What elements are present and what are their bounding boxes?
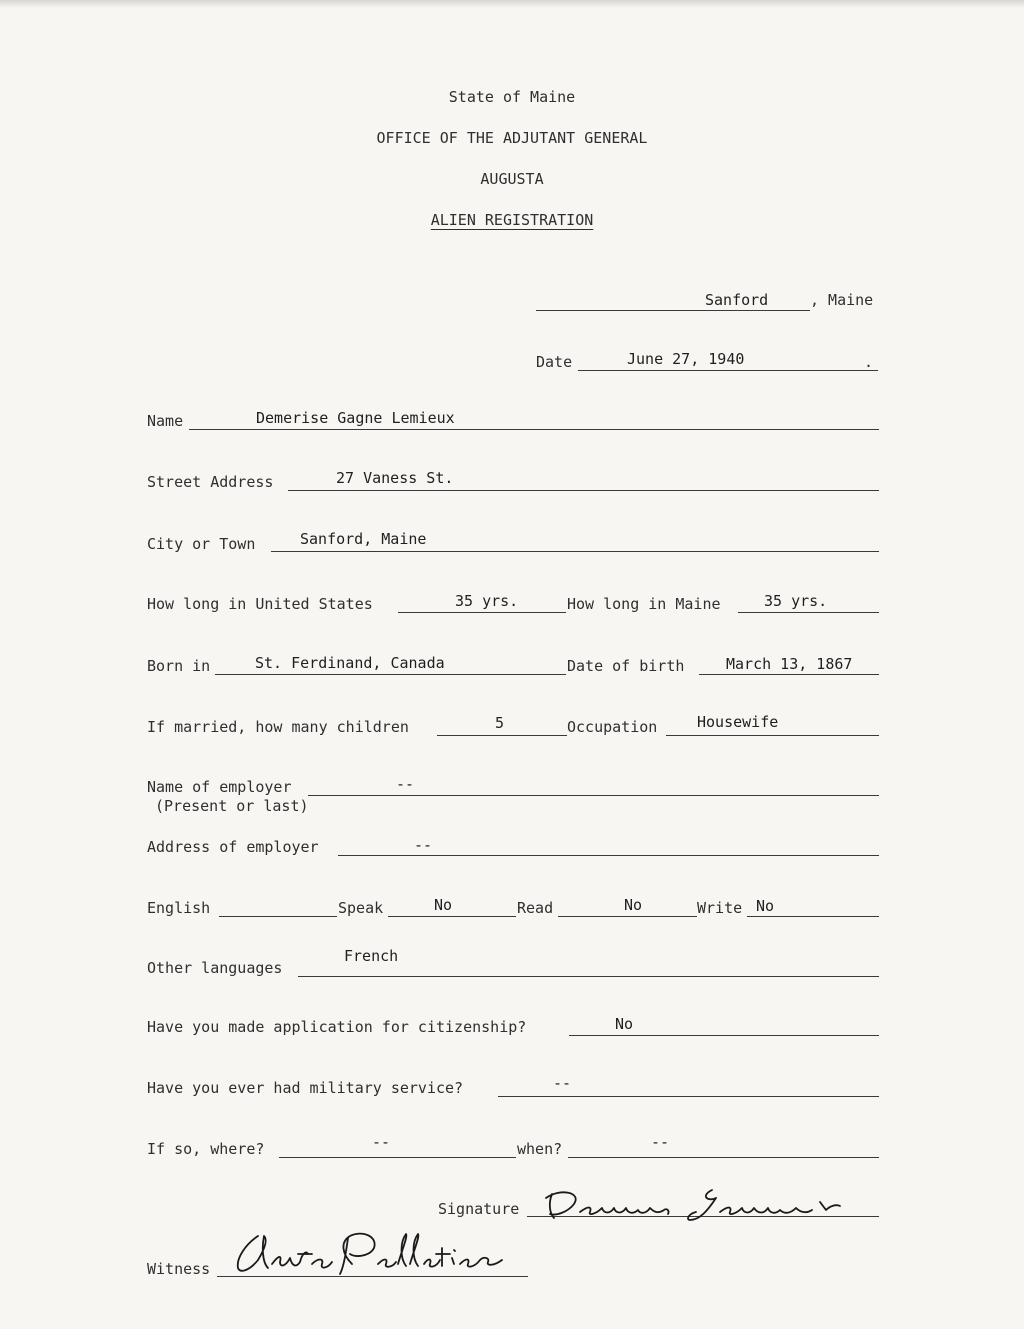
where-label: If so, where? <box>147 1140 265 1158</box>
signature-handwriting <box>540 1180 870 1228</box>
place-state-suffix: , Maine <box>810 291 874 309</box>
military-label: Have you ever had military service? <box>147 1079 464 1097</box>
dob-value: March 13, 1867 <box>726 655 853 673</box>
us-duration-label: How long in United States <box>147 595 373 613</box>
employer-address-underline <box>338 855 879 856</box>
street-address-value: 27 Vaness St. <box>336 469 454 487</box>
place-underline <box>536 310 810 311</box>
header-office: OFFICE OF THE ADJUTANT GENERAL <box>376 129 648 147</box>
speak-underline <box>388 916 516 917</box>
military-underline <box>498 1096 879 1097</box>
english-underline <box>219 916 337 917</box>
employer-name-underline <box>308 795 879 796</box>
when-label: when? <box>517 1140 563 1158</box>
occupation-value: Housewife <box>697 713 779 731</box>
other-languages-underline <box>298 976 879 977</box>
speak-value: No <box>434 896 453 914</box>
witness-handwriting <box>228 1224 518 1282</box>
dob-underline <box>699 674 879 675</box>
citizenship-label: Have you made application for citizenship? <box>147 1018 527 1036</box>
where-underline <box>279 1157 516 1158</box>
us-duration-value: 35 yrs. <box>455 592 519 610</box>
header-state: State of Maine <box>448 88 576 106</box>
when-underline <box>568 1157 879 1158</box>
military-value: -- <box>553 1074 572 1092</box>
maine-duration-label: How long in Maine <box>567 595 721 613</box>
name-label: Name <box>147 412 184 430</box>
street-address-label: Street Address <box>147 473 274 491</box>
form-title <box>0 211 1024 229</box>
children-label: If married, how many children <box>147 718 409 736</box>
read-underline <box>558 916 697 917</box>
when-value: -- <box>651 1133 670 1151</box>
employer-name-label: Name of employer <box>147 778 292 796</box>
city-label: City or Town <box>147 535 256 553</box>
us-duration-underline <box>398 612 566 613</box>
read-label: Read <box>517 899 554 917</box>
born-in-value: St. Ferdinand, Canada <box>255 654 445 672</box>
date-underline <box>578 370 878 371</box>
date-value: June 27, 1940 <box>627 350 745 368</box>
read-value: No <box>624 896 643 914</box>
place-town-value: Sanford <box>705 291 769 309</box>
city-underline <box>271 551 879 552</box>
signature-label: Signature <box>438 1200 520 1218</box>
write-label: Write <box>697 899 743 917</box>
header-city: AUGUSTA <box>480 170 544 188</box>
employer-address-label: Address of employer <box>147 838 319 856</box>
where-value: -- <box>372 1133 391 1151</box>
date-trailing-period: . <box>864 353 874 371</box>
date-label: Date <box>536 353 573 371</box>
children-value: 5 <box>495 714 505 732</box>
dob-label: Date of birth <box>567 657 685 675</box>
maine-duration-underline <box>738 612 879 613</box>
other-languages-label: Other languages <box>147 959 283 977</box>
city-value: Sanford, Maine <box>300 530 427 548</box>
employer-address-value: -- <box>414 836 433 854</box>
occupation-underline <box>666 735 879 736</box>
citizenship-value: No <box>615 1015 634 1033</box>
name-value: Demerise Gagne Lemieux <box>256 409 455 427</box>
occupation-label: Occupation <box>567 718 658 736</box>
born-in-underline <box>215 674 566 675</box>
citizenship-underline <box>569 1035 879 1036</box>
employer-name-sublabel: (Present or last) <box>155 797 309 815</box>
name-underline <box>189 429 879 430</box>
scan-edge-shadow <box>0 0 1024 8</box>
born-in-label: Born in <box>147 657 211 675</box>
write-underline <box>747 916 879 917</box>
children-underline <box>437 735 567 736</box>
form-title-text: ALIEN REGISTRATION <box>430 211 594 229</box>
street-address-underline <box>288 490 879 491</box>
maine-duration-value: 35 yrs. <box>764 592 828 610</box>
speak-label: Speak <box>338 899 384 917</box>
write-value: No <box>756 897 775 915</box>
employer-name-value: -- <box>396 775 415 793</box>
other-languages-value: French <box>344 947 399 965</box>
english-label: English <box>147 899 211 917</box>
witness-label: Witness <box>147 1260 211 1278</box>
